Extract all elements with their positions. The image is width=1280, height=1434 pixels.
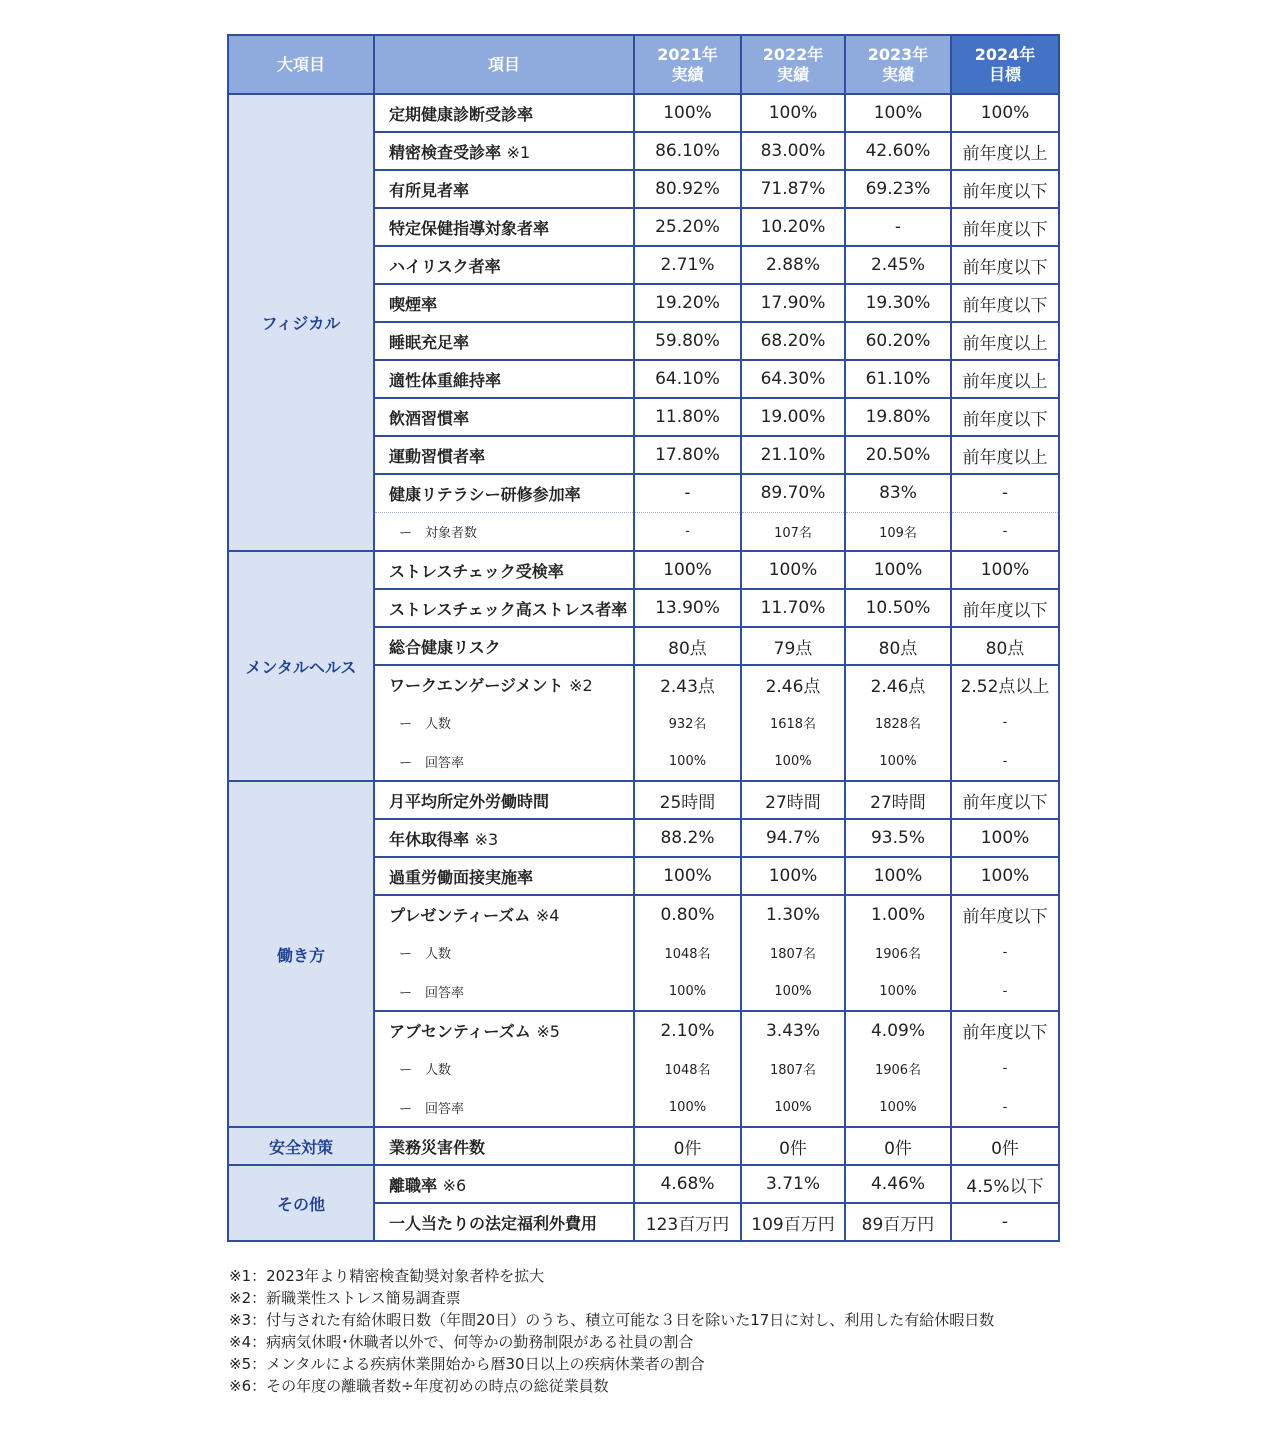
cell-2024: 100% <box>951 551 1059 589</box>
cell-2024: - <box>951 474 1059 512</box>
row-label: 喫煙率 <box>374 284 634 322</box>
cell-2021: 25.20% <box>634 208 741 246</box>
cell-2021: 0件 <box>634 1127 741 1165</box>
cell-2021: 86.10% <box>634 132 741 170</box>
cell-2024: - <box>951 742 1059 781</box>
cell-2023: 109名 <box>845 512 951 551</box>
cell-2023: 42.60% <box>845 132 951 170</box>
table-row <box>228 551 1059 589</box>
cell-2023: 100% <box>845 1088 951 1127</box>
cell-2021: 11.80% <box>634 398 741 436</box>
row-label: 特定保健指導対象者率 <box>374 208 634 246</box>
table-row <box>228 781 1059 819</box>
row-label: ハイリスク者率 <box>374 246 634 284</box>
cell-2022: 1618名 <box>741 703 845 742</box>
cell-2022: 94.7% <box>741 819 845 857</box>
cell-2021: 2.10% <box>634 1011 741 1049</box>
cell-2021: 932名 <box>634 703 741 742</box>
row-label: プレゼンティーズム ※4 <box>374 895 634 933</box>
cell-2024: 80点 <box>951 627 1059 665</box>
footnote-3: ※3：付与された有給休暇日数（年間20日）のうち、積立可能な３日を除いた17日に対し、利用した有給休暇日数 <box>229 1311 995 1329</box>
cell-2022: 71.87% <box>741 170 845 208</box>
cell-2023: 100% <box>845 742 951 781</box>
cell-2024: 前年度以下 <box>951 398 1059 436</box>
health-metrics-table <box>227 34 1060 1242</box>
row-label: 年休取得率 ※3 <box>374 819 634 857</box>
cell-2024: - <box>951 1203 1059 1241</box>
cell-2023: 1.00% <box>845 895 951 933</box>
cell-2022: 109百万円 <box>741 1203 845 1241</box>
header-category: 大項目 <box>228 35 374 94</box>
cell-2022: 100% <box>741 742 845 781</box>
cell-2021: 80点 <box>634 627 741 665</box>
category-work-style: 働き方 <box>228 781 374 1127</box>
cell-2022: 107名 <box>741 512 845 551</box>
cell-2021: 64.10% <box>634 360 741 398</box>
cell-2021: 80.92% <box>634 170 741 208</box>
cell-2024: 100% <box>951 819 1059 857</box>
row-label: ワークエンゲージメント ※2 <box>374 665 634 703</box>
cell-2022: 100% <box>741 857 845 895</box>
row-label: アブセンティーズム ※5 <box>374 1011 634 1049</box>
header-2021: 2021年 実績 <box>634 35 741 94</box>
header-2023: 2023年 実績 <box>845 35 951 94</box>
cell-2022: 1807名 <box>741 933 845 972</box>
cell-2023: 100% <box>845 94 951 132</box>
cell-2021: 17.80% <box>634 436 741 474</box>
subrow-label: ー 回答率 <box>374 1088 634 1127</box>
cell-2022: 3.43% <box>741 1011 845 1049</box>
cell-2023: 27時間 <box>845 781 951 819</box>
row-label: 適性体重維持率 <box>374 360 634 398</box>
category-safety: 安全対策 <box>228 1127 374 1165</box>
cell-2023: 2.46点 <box>845 665 951 703</box>
cell-2023: 61.10% <box>845 360 951 398</box>
subrow-label: ー 人数 <box>374 933 634 972</box>
row-label: 健康リテラシー研修参加率 <box>374 474 634 512</box>
cell-2024: - <box>951 703 1059 742</box>
cell-2024: 前年度以下 <box>951 170 1059 208</box>
cell-2024: 0件 <box>951 1127 1059 1165</box>
cell-2021: - <box>634 512 741 551</box>
cell-2022: 100% <box>741 94 845 132</box>
cell-2023: 89百万円 <box>845 1203 951 1241</box>
cell-2023: 80点 <box>845 627 951 665</box>
cell-2021: - <box>634 474 741 512</box>
row-label: 精密検査受診率 ※1 <box>374 132 634 170</box>
cell-2023: 1906名 <box>845 1049 951 1088</box>
row-label: 睡眠充足率 <box>374 322 634 360</box>
cell-2022: 1.30% <box>741 895 845 933</box>
cell-2023: 10.50% <box>845 589 951 627</box>
cell-2023: 4.46% <box>845 1165 951 1203</box>
table-header-row <box>228 35 1059 94</box>
cell-2022: 27時間 <box>741 781 845 819</box>
health-metrics-table-container <box>227 34 1058 1242</box>
cell-2021: 1048名 <box>634 933 741 972</box>
subrow-label: ー 回答率 <box>374 972 634 1011</box>
cell-2023: 4.09% <box>845 1011 951 1049</box>
cell-2024: 前年度以下 <box>951 208 1059 246</box>
subrow-label: ー 回答率 <box>374 742 634 781</box>
cell-2021: 2.43点 <box>634 665 741 703</box>
cell-2023: 1906名 <box>845 933 951 972</box>
cell-2022: 89.70% <box>741 474 845 512</box>
cell-2023: 93.5% <box>845 819 951 857</box>
footnote-2: ※2：新職業性ストレス簡易調査票 <box>229 1289 461 1307</box>
cell-2024: 前年度以上 <box>951 436 1059 474</box>
footnote-1: ※1：2023年より精密検査勧奨対象者枠を拡大 <box>229 1267 545 1285</box>
cell-2021: 59.80% <box>634 322 741 360</box>
cell-2024: - <box>951 972 1059 1011</box>
cell-2021: 100% <box>634 94 741 132</box>
cell-2022: 17.90% <box>741 284 845 322</box>
footnote-6: ※6：その年度の離職者数÷年度初めの時点の総従業員数 <box>229 1377 609 1395</box>
row-label: 業務災害件数 <box>374 1127 634 1165</box>
subrow-label: ー 対象者数 <box>374 512 634 551</box>
cell-2022: 1807名 <box>741 1049 845 1088</box>
cell-2023: 1828名 <box>845 703 951 742</box>
cell-2024: 100% <box>951 94 1059 132</box>
cell-2022: 11.70% <box>741 589 845 627</box>
row-label: 運動習慣者率 <box>374 436 634 474</box>
table-row <box>228 94 1059 132</box>
cell-2023: 60.20% <box>845 322 951 360</box>
cell-2022: 79点 <box>741 627 845 665</box>
cell-2024: 2.52点以上 <box>951 665 1059 703</box>
row-label: ストレスチェック受検率 <box>374 551 634 589</box>
cell-2023: 83% <box>845 474 951 512</box>
cell-2021: 13.90% <box>634 589 741 627</box>
cell-2021: 25時間 <box>634 781 741 819</box>
cell-2024: 前年度以下 <box>951 246 1059 284</box>
cell-2024: 前年度以上 <box>951 360 1059 398</box>
cell-2022: 3.71% <box>741 1165 845 1203</box>
cell-2021: 88.2% <box>634 819 741 857</box>
header-2024-target: 2024年 目標 <box>951 35 1059 94</box>
row-label: 離職率 ※6 <box>374 1165 634 1203</box>
cell-2022: 21.10% <box>741 436 845 474</box>
cell-2024: - <box>951 1049 1059 1088</box>
cell-2021: 19.20% <box>634 284 741 322</box>
subrow-label: ー 人数 <box>374 703 634 742</box>
footnote-5: ※5：メンタルによる疾病休業開始から暦30日以上の疾病休業者の割合 <box>229 1355 705 1373</box>
cell-2022: 100% <box>741 1088 845 1127</box>
cell-2022: 83.00% <box>741 132 845 170</box>
cell-2021: 100% <box>634 551 741 589</box>
row-label: 一人当たりの法定福利外費用 <box>374 1203 634 1241</box>
cell-2024: 前年度以下 <box>951 781 1059 819</box>
header-item: 項目 <box>374 35 634 94</box>
cell-2022: 2.46点 <box>741 665 845 703</box>
cell-2023: 69.23% <box>845 170 951 208</box>
category-mental-health: メンタルヘルス <box>228 551 374 781</box>
cell-2023: 2.45% <box>845 246 951 284</box>
cell-2023: 0件 <box>845 1127 951 1165</box>
cell-2022: 2.88% <box>741 246 845 284</box>
cell-2022: 19.00% <box>741 398 845 436</box>
cell-2021: 100% <box>634 1088 741 1127</box>
cell-2023: 100% <box>845 551 951 589</box>
category-physical: フィジカル <box>228 94 374 551</box>
cell-2023: 19.30% <box>845 284 951 322</box>
row-label: 有所見者率 <box>374 170 634 208</box>
cell-2024: - <box>951 933 1059 972</box>
category-other: その他 <box>228 1165 374 1241</box>
cell-2022: 100% <box>741 972 845 1011</box>
row-label: 月平均所定外労働時間 <box>374 781 634 819</box>
cell-2021: 2.71% <box>634 246 741 284</box>
cell-2024: 前年度以下 <box>951 589 1059 627</box>
cell-2024: 前年度以下 <box>951 284 1059 322</box>
cell-2024: 前年度以上 <box>951 132 1059 170</box>
cell-2022: 0件 <box>741 1127 845 1165</box>
cell-2023: 100% <box>845 857 951 895</box>
cell-2021: 100% <box>634 742 741 781</box>
cell-2021: 0.80% <box>634 895 741 933</box>
cell-2024: 4.5%以下 <box>951 1165 1059 1203</box>
footnote-4: ※4：病病気休暇･休職者以外で、何等かの勤務制限がある社員の割合 <box>229 1333 694 1351</box>
cell-2023: 20.50% <box>845 436 951 474</box>
cell-2023: - <box>845 208 951 246</box>
row-label: 定期健康診断受診率 <box>374 94 634 132</box>
cell-2023: 19.80% <box>845 398 951 436</box>
cell-2024: 100% <box>951 857 1059 895</box>
table-row <box>228 1165 1059 1203</box>
cell-2022: 100% <box>741 551 845 589</box>
row-label: 飲酒習慣率 <box>374 398 634 436</box>
row-label: 総合健康リスク <box>374 627 634 665</box>
row-label: ストレスチェック高ストレス者率 <box>374 589 634 627</box>
table-row <box>228 1127 1059 1165</box>
cell-2024: 前年度以下 <box>951 1011 1059 1049</box>
row-label: 過重労働面接実施率 <box>374 857 634 895</box>
cell-2023: 100% <box>845 972 951 1011</box>
header-2022: 2022年 実績 <box>741 35 845 94</box>
cell-2022: 68.20% <box>741 322 845 360</box>
cell-2021: 1048名 <box>634 1049 741 1088</box>
cell-2022: 10.20% <box>741 208 845 246</box>
cell-2021: 123百万円 <box>634 1203 741 1241</box>
cell-2021: 4.68% <box>634 1165 741 1203</box>
subrow-label: ー 人数 <box>374 1049 634 1088</box>
cell-2021: 100% <box>634 972 741 1011</box>
cell-2024: - <box>951 512 1059 551</box>
cell-2024: - <box>951 1088 1059 1127</box>
cell-2024: 前年度以下 <box>951 895 1059 933</box>
footnotes <box>229 1265 994 1397</box>
cell-2024: 前年度以上 <box>951 322 1059 360</box>
cell-2022: 64.30% <box>741 360 845 398</box>
cell-2021: 100% <box>634 857 741 895</box>
